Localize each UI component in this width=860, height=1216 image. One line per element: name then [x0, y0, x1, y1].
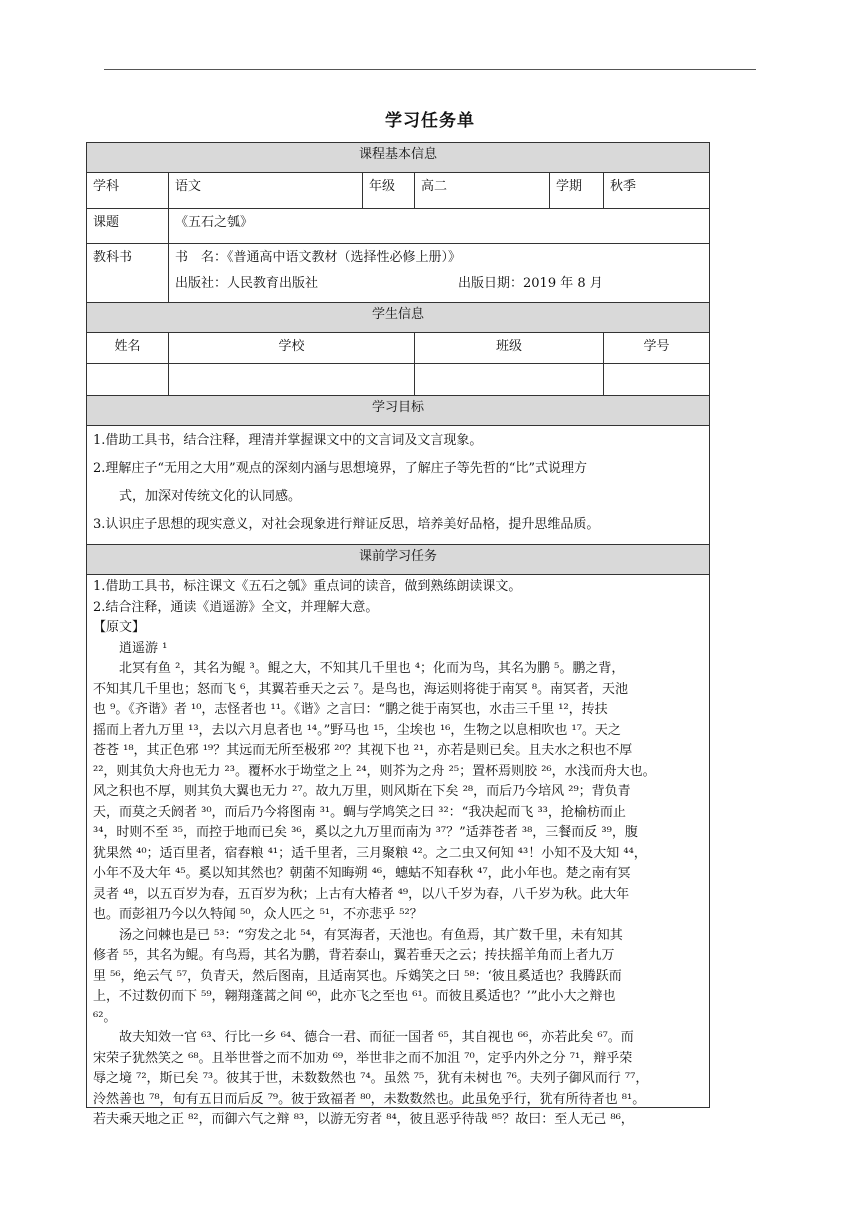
- text-line: 也。而彭祖乃今以久特闻 ⁵⁰，众人匹之 ⁵¹，不亦悲乎 ⁵²？: [93, 907, 423, 922]
- text-line: 天，而莫之夭阏者 ³⁰，而后乃今将图南 ³¹。蜩与学鸠笑之曰 ³²：“我决起而飞 ³³，抢榆枋而止: [93, 804, 626, 820]
- text-line: 苍苍 ¹⁸，其正色邪 ¹⁹？其远而无所至极邪 ²⁰？其视下也 ²¹，亦若是则已矣。且夫水之积也不厚: [93, 743, 633, 758]
- topic-value: 《五石之瓠》: [175, 215, 254, 230]
- subject-label: 学科: [87, 173, 169, 208]
- textbook-label: 教科书: [87, 244, 169, 302]
- goal-2-cont: 式，加深对传统文化的认同感。: [119, 489, 302, 504]
- col-class: 班级: [415, 333, 604, 363]
- text-line: 汤之问棘也是已 ⁵³：“穷发之北 ⁵⁴，有冥海者，天池也。有鱼焉，其广数千里，未有知其: [119, 927, 623, 943]
- text-line: 小年不及大年 ⁴⁵。奚以知其然也？朝菌不知晦朔 ⁴⁶，蟪蛄不知春秋 ⁴⁷，此小年也。楚之南有冥: [93, 866, 631, 881]
- school-field[interactable]: [169, 364, 415, 395]
- text-line: 若夫乘天地之正 ⁸²，而御六气之辩 ⁸³，以游无穷者 ⁸⁴，彼且恶乎待哉 ⁸⁵？故曰：至人无己 ⁸⁶，: [93, 1112, 634, 1127]
- book-name: 书 名：《普通高中语文教材（选择性必修上册）》: [175, 250, 462, 265]
- text-line: 故夫知效一官 ⁶³、行比一乡 ⁶⁴、德合一君、而征一国者 ⁶⁵，其自视也 ⁶⁶，亦若此矣 ⁶⁷。而: [119, 1030, 634, 1045]
- text-line: 摇而上者九万里 ¹³，去以六月息者也 ¹⁴。”野马也 ¹⁵，尘埃也 ¹⁶，生物之以息相吹也 ¹⁷。天之: [93, 722, 621, 738]
- topic-label: 课题: [87, 209, 169, 243]
- text-line: 也 ⁹。《齐谐》者 ¹⁰，志怪者也 ¹¹。《谐》之言曰：“鹏之徙于南冥也，水击三千里 ¹²，抟扶: [93, 702, 608, 717]
- text-line: 泠然善也 ⁷⁸，旬有五日而后反 ⁷⁹。彼于致福者 ⁸⁰，未数数然也。此虽免乎行，犹有所待者也 ⁸¹。: [93, 1091, 646, 1107]
- text-line: 里 ⁵⁶，绝云气 ⁵⁷，负青天，然后图南，且适南冥也。斥鴳笑之曰 ⁵⁸：‘彼且奚适也？我腾跃而: [93, 968, 622, 984]
- grade-label: 年级: [363, 173, 415, 208]
- section-pre-tasks: 课前学习任务: [86, 545, 710, 575]
- subject-value: 语文: [169, 173, 363, 208]
- section-goals: 学习目标: [86, 396, 710, 426]
- text-line: 风之积也不厚，则其负大翼也无力 ²⁷。故九万里，则风斯在下矣 ²⁸，而后乃今培风 ²⁹；背负青: [93, 784, 631, 799]
- row-textbook: [86, 244, 710, 303]
- goal-3: 3.认识庄子思想的现实意义，对社会现象进行辩证反思，培养美好品格，提升思维品质。: [93, 517, 600, 532]
- col-name: 姓名: [87, 333, 169, 363]
- row-student-blank: [86, 364, 710, 396]
- text-line: 犹果然 ⁴⁰；适百里者，宿舂粮 ⁴¹；适千里者，三月聚粮 ⁴²。之二虫又何知 ⁴³！小知不及大知 ⁴⁴，: [93, 845, 647, 861]
- text-line: 辱之境 ⁷²，斯已矣 ⁷³。彼其于世，未数数然也 ⁷⁴。虽然 ⁷⁵，犹有未树也 ⁷⁶。夫列子御风而行 ⁷⁷，: [93, 1071, 649, 1086]
- text-line: 上，不过数仞而下 ⁵⁹，翱翔蓬蒿之间 ⁶⁰，此亦飞之至也 ⁶¹。而彼且奚适也？’”此小大之辩也: [93, 989, 616, 1004]
- term-value: 秋季: [610, 179, 637, 194]
- publisher: 出版社：人民教育出版社: [175, 276, 319, 291]
- page-title: 学习任务单: [385, 111, 475, 131]
- pre-tasks-body: [86, 575, 710, 1127]
- text-line: ³⁴，时则不至 ³⁵，而控于地而已矣 ³⁶，奚以之九万里而南为 ³⁷？”适莽苍者 ³⁸，三餐而反 ³⁹，腹: [93, 825, 638, 840]
- row-subject: [86, 173, 710, 209]
- name-field[interactable]: [87, 364, 169, 395]
- row-student-headers: [86, 333, 710, 364]
- text-line: 修者 ⁵⁵，其名为鲲。有鸟焉，其名为鹏，背若泰山，翼若垂天之云；抟扶摇羊角而上者九万: [93, 948, 615, 963]
- goals-list: [86, 426, 710, 545]
- task-1: 1.借助工具书，标注课文《五石之瓠》重点词的读音，做到熟练朗读课文。: [93, 579, 522, 594]
- row-topic: [86, 209, 710, 244]
- section-student-info: 学生信息: [86, 303, 710, 333]
- text-line: 灵者 ⁴⁸，以五百岁为春，五百岁为秋；上古有大椿者 ⁴⁹，以八千岁为春，八千岁为秋。此大年: [93, 886, 630, 902]
- goal-1: 1.借助工具书，结合注释，理清并掌握课文中的文言词及文言现象。: [93, 433, 483, 448]
- grade-value: 高二: [415, 173, 550, 208]
- text-line: 北冥有鱼 ²，其名为鲲 ³。鲲之大，不知其几千里也 ⁴；化而为鸟，其名为鹏 ⁵。鹏之背，: [119, 661, 625, 676]
- student-id-field[interactable]: [604, 364, 709, 395]
- col-student-id: 学号: [643, 339, 670, 354]
- text-line: ⁶²。: [93, 1009, 117, 1025]
- original-label: 【原文】: [93, 620, 146, 635]
- text-title: 逍遥游 ¹: [119, 640, 168, 656]
- worksheet-table: [86, 142, 710, 1127]
- text-line: 宋荣子犹然笑之 ⁶⁸。且举世誉之而不加劝 ⁶⁹，举世非之而不加沮 ⁷⁰，定乎内外之分 ⁷¹，辩乎荣: [93, 1050, 633, 1066]
- text-line: ²²，则其负大舟也无力 ²³。覆杯水于坳堂之上 ²⁴，则芥为之舟 ²⁵；置杯焉则胶 ²⁶，水浅而舟大也。: [93, 763, 656, 779]
- text-line: 不知其几千里也；怒而飞 ⁶，其翼若垂天之云 ⁷。是鸟也，海运则将徙于南冥 ⁸。南冥者，天池: [93, 681, 629, 697]
- class-field[interactable]: [415, 364, 604, 395]
- section-course-info: 课程基本信息: [86, 142, 710, 173]
- header-rule: [104, 69, 756, 70]
- col-school: 学校: [169, 333, 415, 363]
- term-label: 学期: [550, 173, 604, 208]
- task-2: 2.结合注释，通读《逍遥游》全文，并理解大意。: [93, 599, 379, 615]
- goal-2: 2.理解庄子“无用之大用”观点的深刻内涵与思想境界，了解庄子等先哲的“比”式说理方: [93, 461, 587, 476]
- publish-date: 出版日期：2019 年 8 月: [458, 276, 603, 291]
- textbook-details: [169, 244, 709, 302]
